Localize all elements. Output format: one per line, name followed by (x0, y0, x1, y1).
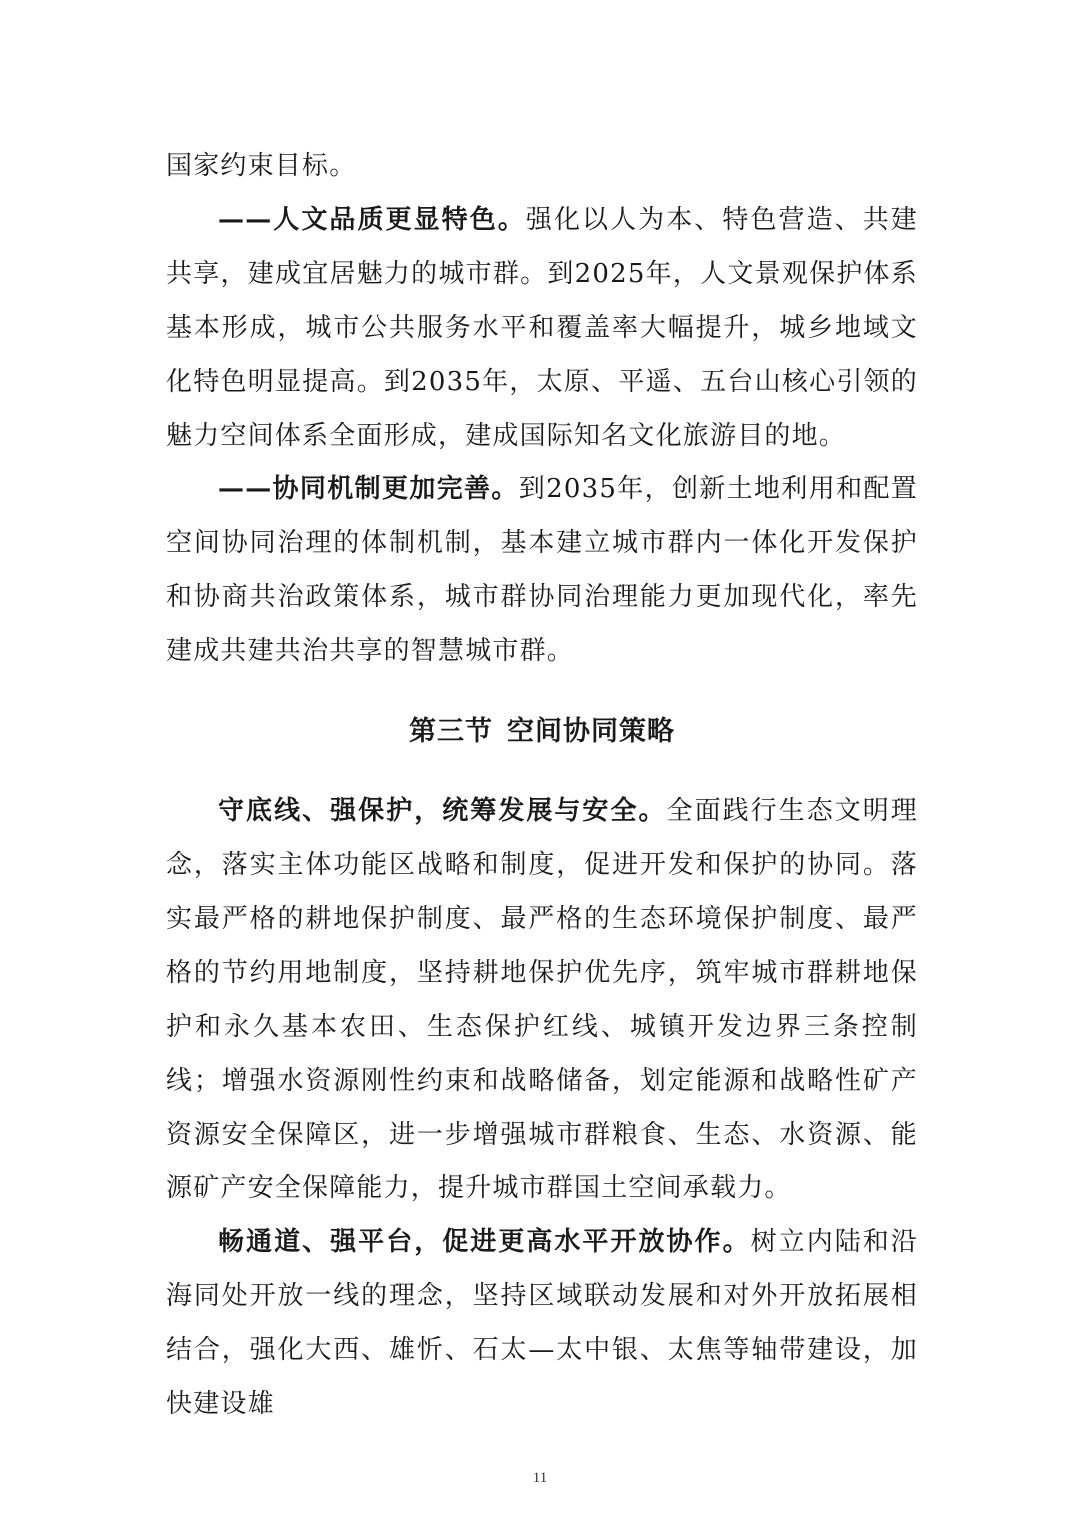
paragraph-lead: 畅通道、强平台，促进更高水平开放协作。 (218, 1227, 751, 1258)
paragraph-continuation (166, 140, 918, 194)
page-body (166, 140, 918, 1432)
paragraph-text: 国家约束目标。 (166, 151, 357, 181)
section-number: 第三节 (409, 716, 493, 748)
page-number: 11 (532, 1470, 548, 1486)
paragraph-lead: ——协同机制更加完善。 (218, 474, 519, 505)
paragraph-text: 强化以人为本、特色营造、共建共享，建成宜居魅力的城市群。到2025年，人文景观保护体系基本形成，城市公共服务水平和覆盖率大幅提升，城乡地域文化特色明显提高。到2035年，太原、平遥、五台山核心引领的魅力空间体系全面形成，建成国际知名文化旅游目的地。 (166, 204, 918, 451)
paragraph-text: 全面践行生态文明理念，落实主体功能区战略和制度，促进开发和保护的协同。落实最严格的耕地保护制度、最严格的生态环境保护制度、最严格的节约用地制度，坚持耕地保护优先序，筑牢城市群耕地保护和永久基本农田、生态保护红线、城镇开发边界三条控制线；增强水资源刚性约束和战略储备，划定能源和战略性矿产资源安全保障区，进一步增强城市群粮食、生态、水资源、能源矿产安全保障能力，提升城市群国土空间承载力。 (166, 796, 918, 1204)
section-heading (166, 679, 918, 785)
paragraph-coordination-mechanism (166, 463, 918, 679)
paragraph-bottom-line-protection (166, 785, 918, 1216)
paragraph-text: 到2035年，创新土地利用和配置空间协同治理的体制机制，基本建立城市群内一体化开发保护和协商共治政策体系，城市群协同治理能力更加现代化，率先建成共建共治共享的智慧城市群。 (166, 474, 919, 667)
paragraph-open-cooperation (166, 1216, 918, 1432)
paragraph-lead: ——人文品质更显特色。 (218, 204, 526, 235)
paragraph-lead: 守底线、强保护，统筹发展与安全。 (218, 796, 667, 827)
paragraph-text: 树立内陆和沿海同处开放一线的理念，坚持区域联动发展和对外开放拓展相结合，强化大西、雄忻、石太—太中银、太焦等轴带建设，加快建设雄 (166, 1227, 918, 1420)
paragraph-cultural-quality (166, 194, 918, 464)
section-title: 空间协同策略 (507, 716, 675, 748)
